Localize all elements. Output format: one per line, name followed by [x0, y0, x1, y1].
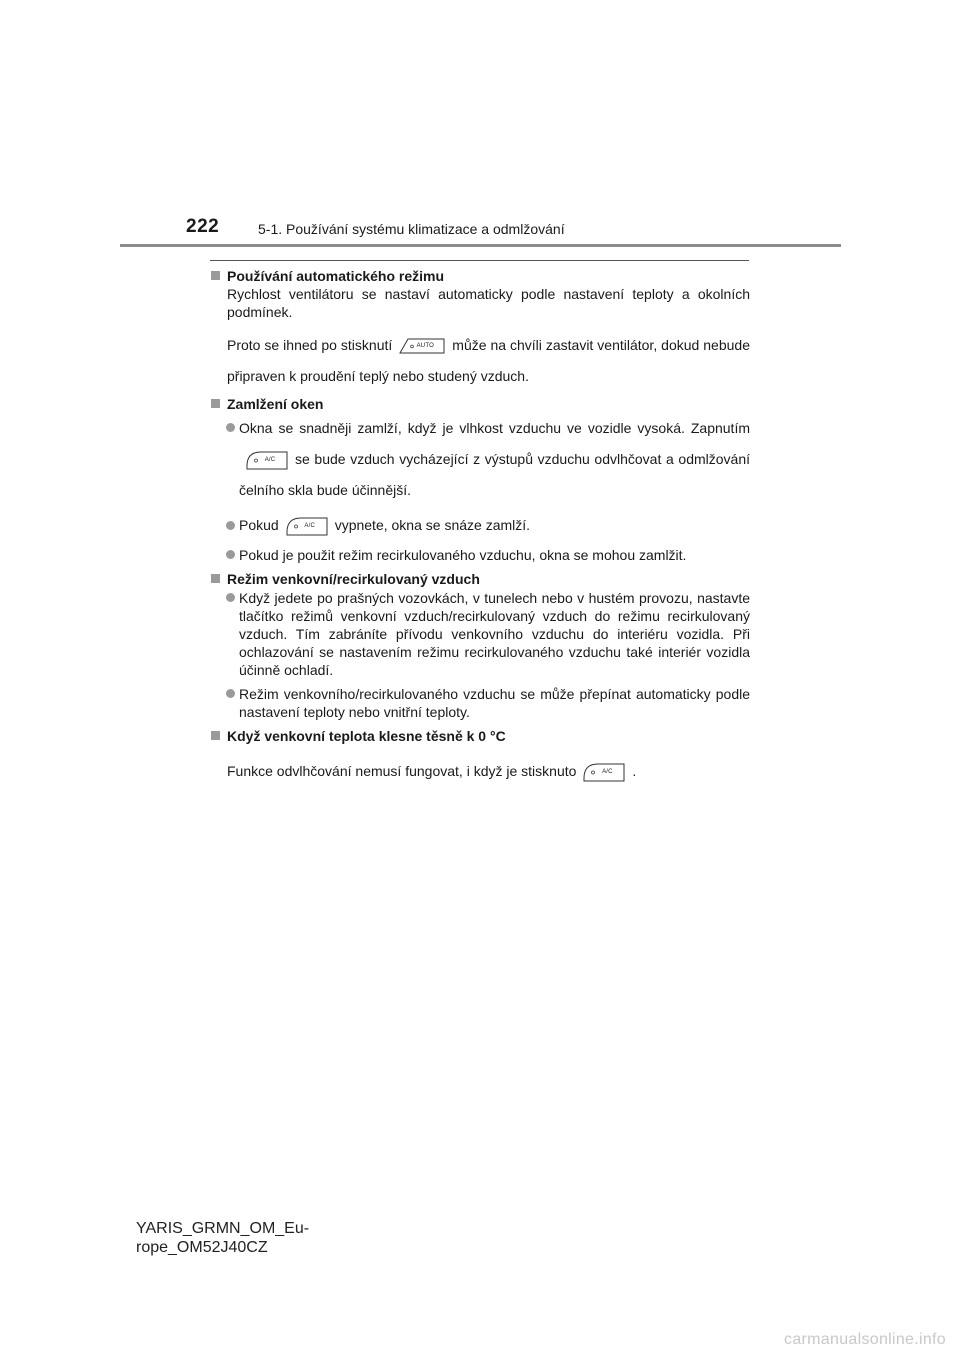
ac-button-icon: A/C — [285, 516, 329, 536]
square-bullet-icon — [211, 574, 220, 583]
ac-button-icon: A/C — [245, 450, 289, 470]
air-mode-bullet-2: Režim venkovního/recirkulovaného vzduchu se může přepínat automaticky podle nastavení teploty nebo vnitřní teploty. — [210, 685, 750, 721]
header-rule — [120, 244, 841, 247]
fogging-bullet-1: Okna se snadněji zamlží, když je vlhkost vzduchu ve vozidle vysoká. Zapnutím A/C se bude vzduch vycházející z výstupů vzduchu odvlhčovat a odmlžování čelního skla bude účinnější. — [210, 413, 750, 506]
round-bullet-icon — [226, 689, 235, 698]
section-heading-air-mode: Režim venkovní/recirkulovaný vzduch — [210, 570, 750, 588]
ac-button-icon: A/C — [582, 762, 626, 782]
air-mode-bullet-1: Když jedete po prašných vozovkách, v tunelech nebo v hustém provozu, nastavte tlačítko režimů venkovní vzduch/recirkulovaný vzduch do režimu recirkulovaný vzduch. Tím zabráníte přívodu venkovního vzduchu do interiéru vozidla. Při ochlazování se nastavením režimu recirkulovaného vzduchu také interiér vozidla účinně ochladí. — [210, 589, 750, 679]
section-heading-auto-mode: Používání automatického režimu — [210, 267, 750, 285]
auto-button-icon: AUTO — [398, 337, 446, 355]
auto-mode-paragraph-1: Rychlost ventilátoru se nastaví automaticky podle nastavení teploty a okolních podmínek. — [227, 286, 750, 320]
running-head: 5-1. Používání systému klimatizace a odmlžování — [258, 221, 565, 237]
auto-mode-paragraph-2: Proto se ihned po stisknutí AUTO může na chvíli zastavit ventilátor, dokud nebude připraven k proudění teplý nebo studený vzduch. — [227, 337, 750, 384]
round-bullet-icon — [226, 550, 235, 559]
fogging-bullet-3: Pokud je použit režim recirkulovaného vzduchu, okna se mohou zamlžit. — [210, 546, 750, 564]
fogging-bullet-2: Pokud A/C vypnete, okna se snáze zamlží. — [210, 510, 750, 541]
section-heading-low-temp: Když venkovní teplota klesne těsně k 0 °C — [210, 727, 750, 745]
watermark: carmanualsonline.info — [784, 1331, 946, 1348]
page-number: 222 — [186, 216, 220, 237]
round-bullet-icon — [226, 593, 235, 602]
square-bullet-icon — [211, 399, 220, 408]
content-rule — [210, 260, 749, 261]
round-bullet-icon — [226, 423, 235, 432]
square-bullet-icon — [211, 731, 220, 740]
page-content — [210, 264, 750, 785]
low-temp-paragraph: Funkce odvlhčování nemusí fungovat, i když je stisknuto A/C . — [210, 757, 750, 785]
document-code: YARIS_GRMN_OM_Eu- rope_OM52J40CZ — [136, 1220, 310, 1256]
round-bullet-icon — [226, 521, 235, 530]
section-heading-fogging: Zamlžení oken — [210, 395, 750, 413]
square-bullet-icon — [211, 271, 220, 280]
